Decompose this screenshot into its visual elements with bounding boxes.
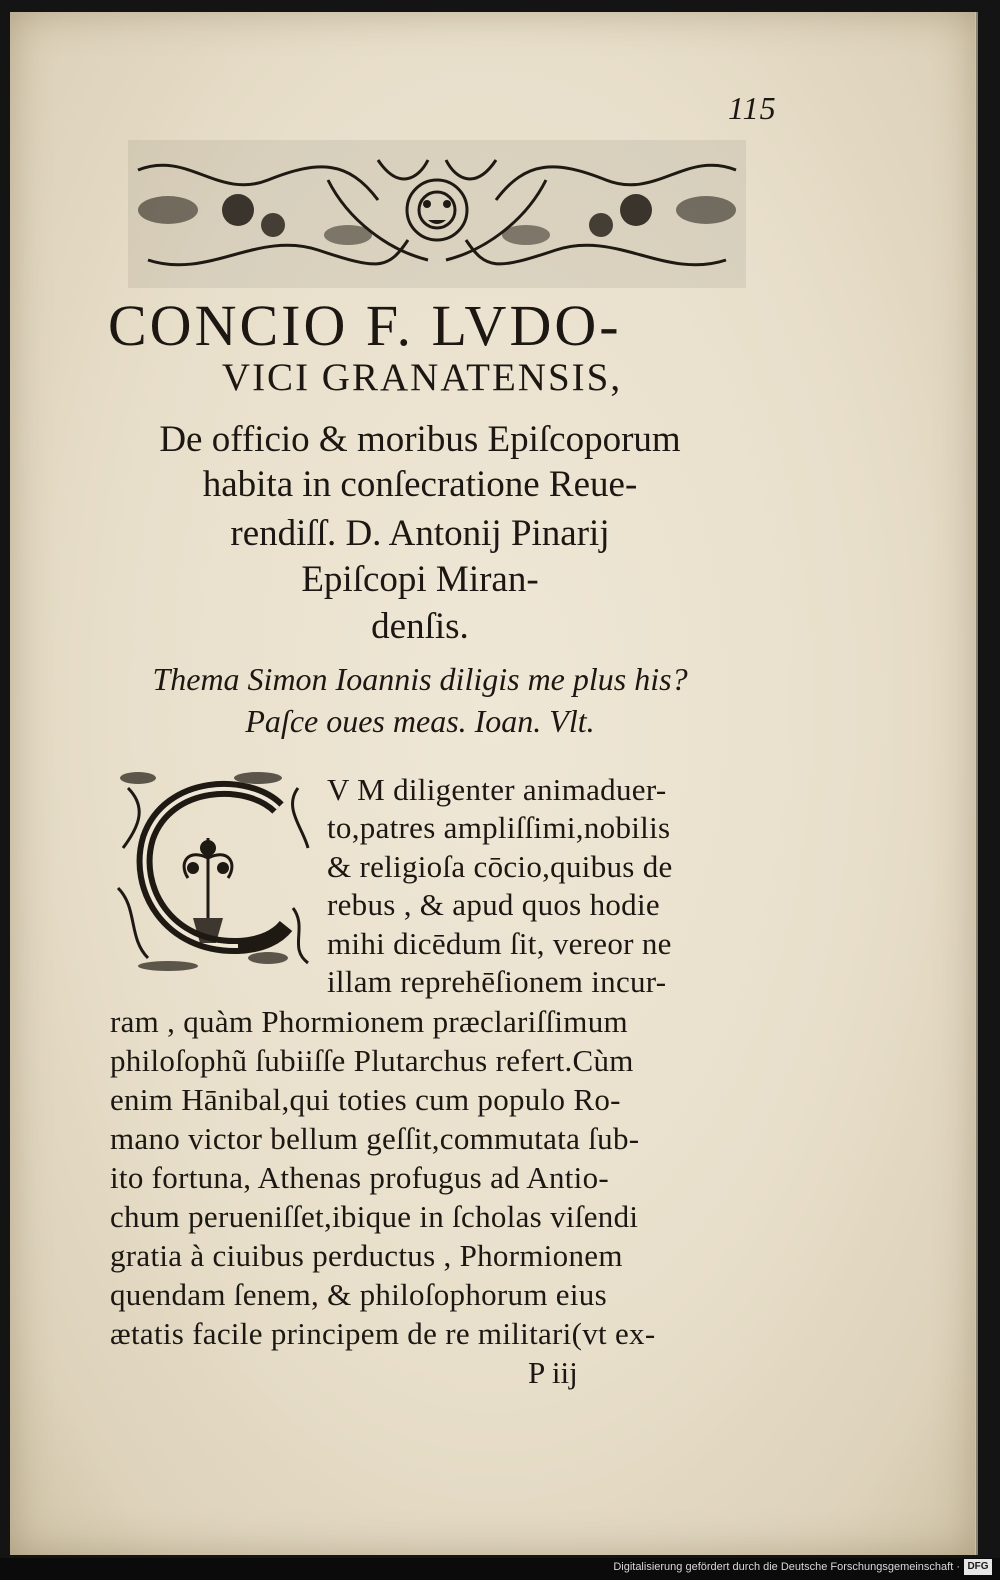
body-line-14: quendam ſenem, & philoſophorum eius [110, 1277, 607, 1312]
page-edge [975, 12, 978, 1555]
body-line-12: chum perueniſſet,ibique in ſcholas viſendi [110, 1199, 639, 1234]
thema-line-1: Thema Simon Ioannis diligis me plus his? [152, 661, 688, 697]
body-line-2: to,patres ampliſſimi,nobilis [327, 810, 671, 845]
body-line-7: ram , quàm Phormionem præclariſſimum [110, 1004, 628, 1039]
title-line-1: CONCIO F. LVDO- [108, 293, 622, 358]
body-line-3: & religioſa cōcio,quibus de [327, 849, 673, 884]
body-line-10: mano victor bellum geſſit,commutata ſub- [110, 1121, 640, 1156]
subtitle-line-3: rendiſſ. D. Antonij Pinarij [230, 513, 610, 554]
page-number: 115 [728, 90, 777, 126]
signature-mark: P iij [528, 1355, 578, 1390]
thema-line-2: Paſce oues meas. Ioan. Vlt. [245, 703, 595, 739]
body-line-13: gratia à ciuibus perductus , Phormionem [110, 1238, 623, 1273]
subtitle-line-2: habita in conſecratione Reue- [202, 464, 638, 505]
body-line-6: illam reprehēſionem incur- [327, 964, 667, 999]
ornamental-headpiece [128, 140, 746, 288]
title-line-2: VICI GRANATENSIS, [221, 356, 623, 399]
body-line-5: mihi dicēdum ſit, vereor ne [327, 926, 672, 961]
body-line-9: enim Hānibal,qui toties cum populo Ro- [110, 1082, 621, 1117]
dfg-logo: DFG [964, 1559, 992, 1575]
body-line-15: ætatis facile principem de re militari(vt ex- [110, 1316, 656, 1351]
subtitle-line-1: De officio & moribus Epiſcoporum [159, 419, 681, 460]
subtitle-line-4: Epiſcopi Miran- [301, 559, 539, 600]
body-line-1: V M diligenter animaduer- [327, 772, 667, 807]
decorated-initial-c [108, 768, 320, 973]
digitization-credit: Digitalisierung gefördert durch die Deutsche Forschungsgemeinschaft · [613, 1561, 960, 1573]
body-line-4: rebus , & apud quos hodie [327, 887, 660, 922]
body-line-8: philoſophũ ſubiiſſe Plutarchus refert.Cùm [110, 1043, 634, 1078]
subtitle-line-5: denſis. [371, 606, 469, 647]
body-line-11: ito fortuna, Athenas profugus ad Antio- [110, 1160, 610, 1195]
